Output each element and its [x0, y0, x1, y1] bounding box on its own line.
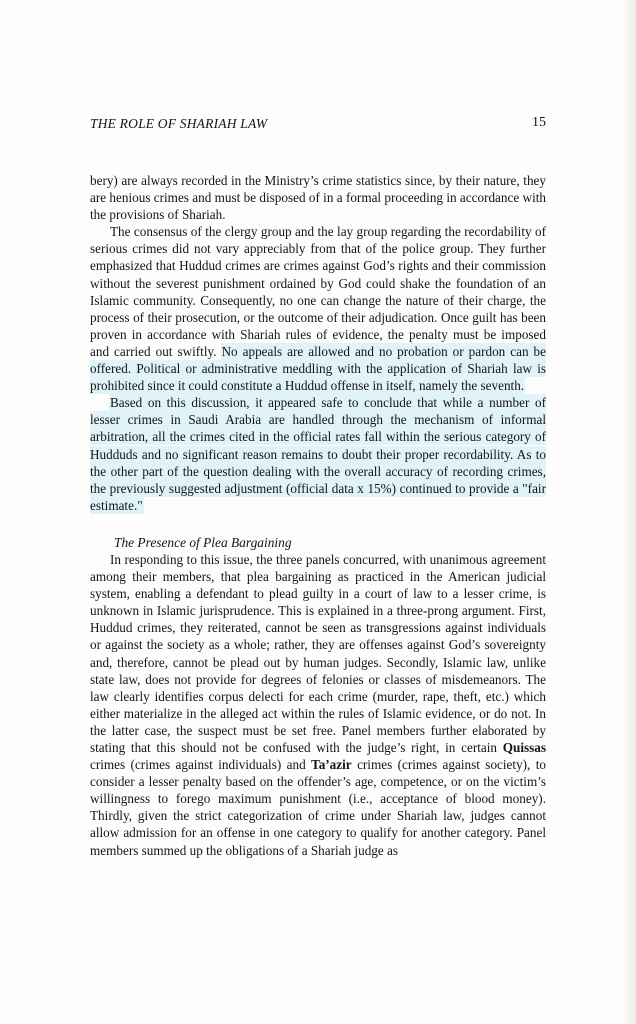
- highlighted-paragraph: Based on this discussion, it appeared safe to conclude that while a number of lesser crimes in Saudi Arabia are handled through the mechanism of informal arbitration, all the crimes cited in the official rates fall within the serious category of Hudduds and no significant reason remains to doubt their proper recordability. As to the other part of the question dealing with the overall accuracy of recording crimes, the previously suggested adjustment (official data x 15%) continued to provide a "fair estimate.": [90, 395, 546, 513]
- paragraph-conclusion: [90, 394, 546, 514]
- term-taazir: Ta’azir: [311, 757, 352, 773]
- term-quissas: Quissas: [502, 740, 546, 755]
- paragraph-continuation: bery) are always recorded in the Ministry’s crime statistics since, by their nature, they are henious crimes and must be disposed of in a formal proceeding in accordance with the provisions of Shariah.: [90, 173, 546, 223]
- paragraph-plea-bargaining: [90, 551, 546, 859]
- paragraph-consensus: [90, 223, 546, 394]
- page-header: [90, 116, 546, 136]
- paragraph-consensus-text: The consensus of the clergy group and the lay group regarding the recordability of serious crimes did not vary appreciably from that of the police group. They further emphasized that Huddud crimes are crimes against God’s rights and their commission without the severest punishment ordained by God could shake the foundation of an Islamic community. Consequently, no one can change the nature of their charge, the process of their prosecution, or the outcome of their adjudication. Once guilt has been proven in accordance with Shariah rules of evidence, the penalty must be imposed and carried out swiftly.: [90, 224, 546, 359]
- body-text: [90, 172, 546, 859]
- page-number: 15: [532, 115, 546, 130]
- plea-text-part-1: In responding to this issue, the three panels concurred, with unanimous agreement among their members, that plea bargaining as practiced in the American judicial system, enabling a defendant to plead guilty in a court of law to a lesser crime, is unknown in Islamic jurisprudence. This is explained in a three-prong argument. First, Huddud crimes, they reiterated, cannot be seen as transgressions against individuals or against the society as a whole; rather, they are offenses against God’s sovereignty and, therefore, cannot be plead out by human judges. Secondly, Islamic law, unlike state law, does not provide for degrees of felonies or classes of misdemeanors. The law clearly identifies corpus delecti for each crime (murder, rape, theft, etc.) which either materialize in the alleged act within the rules of Islamic evidence, or do not. In the latter case, the suspect must be set free. Panel members further elaborated by stating that this should not be confused with the judge’s right, in certain: [90, 551, 546, 755]
- plea-text-part-2: crimes (crimes against individuals) and: [90, 757, 306, 773]
- section-heading: The Presence of Plea Bargaining: [114, 534, 292, 550]
- page-edge-shadow: [622, 0, 636, 1024]
- running-head: THE ROLE OF SHARIAH LAW: [90, 116, 268, 131]
- plea-text-part-3: crimes (crimes against society), to consider a lesser penalty based on the offender’s age, competence, or on the victim’s willingness to forego maximum punishment (i.e., acceptance of blood money). Thirdly, given the strict categorization of crime under Shariah law, judges cannot allow admission for an offense in one category to qualify for another category. Panel members summed up the obligations of a Shariah judge as: [90, 757, 547, 858]
- highlighted-passage: No appeals are allowed and no probation or pardon can be offered. Political or administrative meddling with the application of Shariah law is prohibited since it could constitute a Huddud offense in itself, namely the seventh.: [90, 343, 546, 394]
